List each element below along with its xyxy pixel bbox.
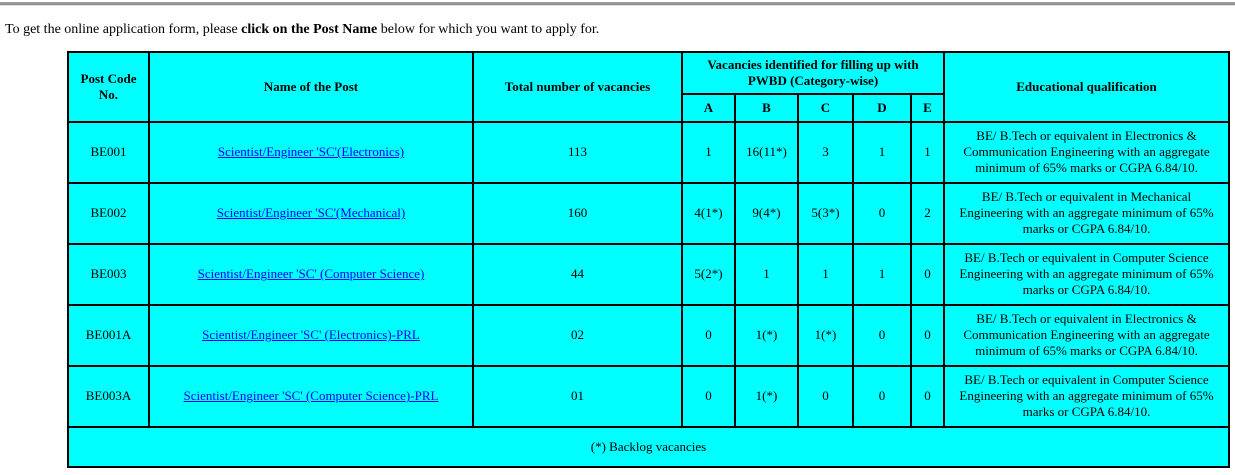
pwbd-d-cell: 0	[853, 183, 911, 244]
total-vacancies-cell: 02	[473, 305, 682, 366]
intro-text	[5, 22, 1235, 39]
post-code-cell: BE001	[68, 122, 149, 183]
total-vacancies-cell: 160	[473, 183, 682, 244]
post-name-link[interactable]: Scientist/Engineer 'SC'(Electronics)	[217, 144, 405, 160]
pwbd-c-cell: 1(*)	[798, 305, 853, 366]
pwbd-e-cell: 0	[911, 305, 944, 366]
table-row	[68, 366, 1229, 427]
education-cell: BE/ B.Tech or equivalent in Computer Science Engineering with an aggregate minimum of 65% marks or CGPA 6.84/10.	[944, 244, 1229, 305]
top-divider	[0, 2, 1235, 6]
post-name-cell	[149, 305, 473, 366]
pwbd-c-cell: 3	[798, 122, 853, 183]
education-cell: BE/ B.Tech or equivalent in Computer Science Engineering with an aggregate minimum of 65% marks or CGPA 6.84/10.	[944, 366, 1229, 427]
education-cell: BE/ B.Tech or equivalent in Electronics & Communication Engineering with an aggregate minimum of 65% marks or CGPA 6.84/10.	[944, 122, 1229, 183]
post-name-cell	[149, 244, 473, 305]
header-pwbd-group: Vacancies identified for filling up with PWBD (Category-wise)	[682, 52, 944, 94]
post-code-cell: BE003A	[68, 366, 149, 427]
post-name-link[interactable]: Scientist/Engineer 'SC' (Computer Science)	[197, 266, 425, 282]
pwbd-b-cell: 1(*)	[735, 366, 798, 427]
pwbd-a-cell: 0	[682, 305, 735, 366]
header-education: Educational qualification	[944, 52, 1229, 122]
table-row	[68, 122, 1229, 183]
pwbd-c-cell: 1	[798, 244, 853, 305]
pwbd-d-cell: 1	[853, 244, 911, 305]
total-vacancies-cell: 01	[473, 366, 682, 427]
education-cell: BE/ B.Tech or equivalent in Electronics & Communication Engineering with an aggregate minimum of 65% marks or CGPA 6.84/10.	[944, 305, 1229, 366]
pwbd-a-cell: 0	[682, 366, 735, 427]
pwbd-e-cell: 0	[911, 366, 944, 427]
post-name-cell	[149, 183, 473, 244]
table-row	[68, 305, 1229, 366]
intro-prefix: To get the online application form, please	[5, 22, 242, 37]
pwbd-a-cell: 5(2*)	[682, 244, 735, 305]
post-name-cell	[149, 366, 473, 427]
vacancy-table	[67, 51, 1230, 468]
footer-note: (*) Backlog vacancies	[68, 427, 1229, 467]
pwbd-b-cell: 1	[735, 244, 798, 305]
post-name-cell	[149, 122, 473, 183]
table-row	[68, 183, 1229, 244]
post-code-cell: BE003	[68, 244, 149, 305]
post-name-link[interactable]: Scientist/Engineer 'SC'(Mechanical)	[216, 205, 406, 221]
intro-suffix: below for which you want to apply for.	[377, 22, 600, 37]
post-name-link[interactable]: Scientist/Engineer 'SC' (Electronics)-PRL	[202, 327, 420, 343]
pwbd-c-cell: 0	[798, 366, 853, 427]
pwbd-b-cell: 9(4*)	[735, 183, 798, 244]
header-category-e: E	[911, 94, 944, 122]
pwbd-d-cell: 0	[853, 366, 911, 427]
header-category-b: B	[735, 94, 798, 122]
total-vacancies-cell: 44	[473, 244, 682, 305]
post-name-link[interactable]: Scientist/Engineer 'SC' (Computer Science)-PRL	[183, 388, 439, 404]
total-vacancies-cell: 113	[473, 122, 682, 183]
education-cell: BE/ B.Tech or equivalent in Mechanical Engineering with an aggregate minimum of 65% marks or CGPA 6.84/10.	[944, 183, 1229, 244]
pwbd-d-cell: 0	[853, 305, 911, 366]
pwbd-e-cell: 0	[911, 244, 944, 305]
header-category-c: C	[798, 94, 853, 122]
table-row	[68, 244, 1229, 305]
header-post-code: Post Code No.	[68, 52, 149, 122]
pwbd-d-cell: 1	[853, 122, 911, 183]
pwbd-e-cell: 2	[911, 183, 944, 244]
post-code-cell: BE001A	[68, 305, 149, 366]
pwbd-e-cell: 1	[911, 122, 944, 183]
header-total-vacancies: Total number of vacancies	[473, 52, 682, 122]
header-post-name: Name of the Post	[149, 52, 473, 122]
pwbd-a-cell: 1	[682, 122, 735, 183]
post-code-cell: BE002	[68, 183, 149, 244]
header-category-a: A	[682, 94, 735, 122]
pwbd-b-cell: 16(11*)	[735, 122, 798, 183]
header-category-d: D	[853, 94, 911, 122]
pwbd-b-cell: 1(*)	[735, 305, 798, 366]
pwbd-a-cell: 4(1*)	[682, 183, 735, 244]
pwbd-c-cell: 5(3*)	[798, 183, 853, 244]
intro-bold: click on the Post Name	[241, 22, 378, 37]
